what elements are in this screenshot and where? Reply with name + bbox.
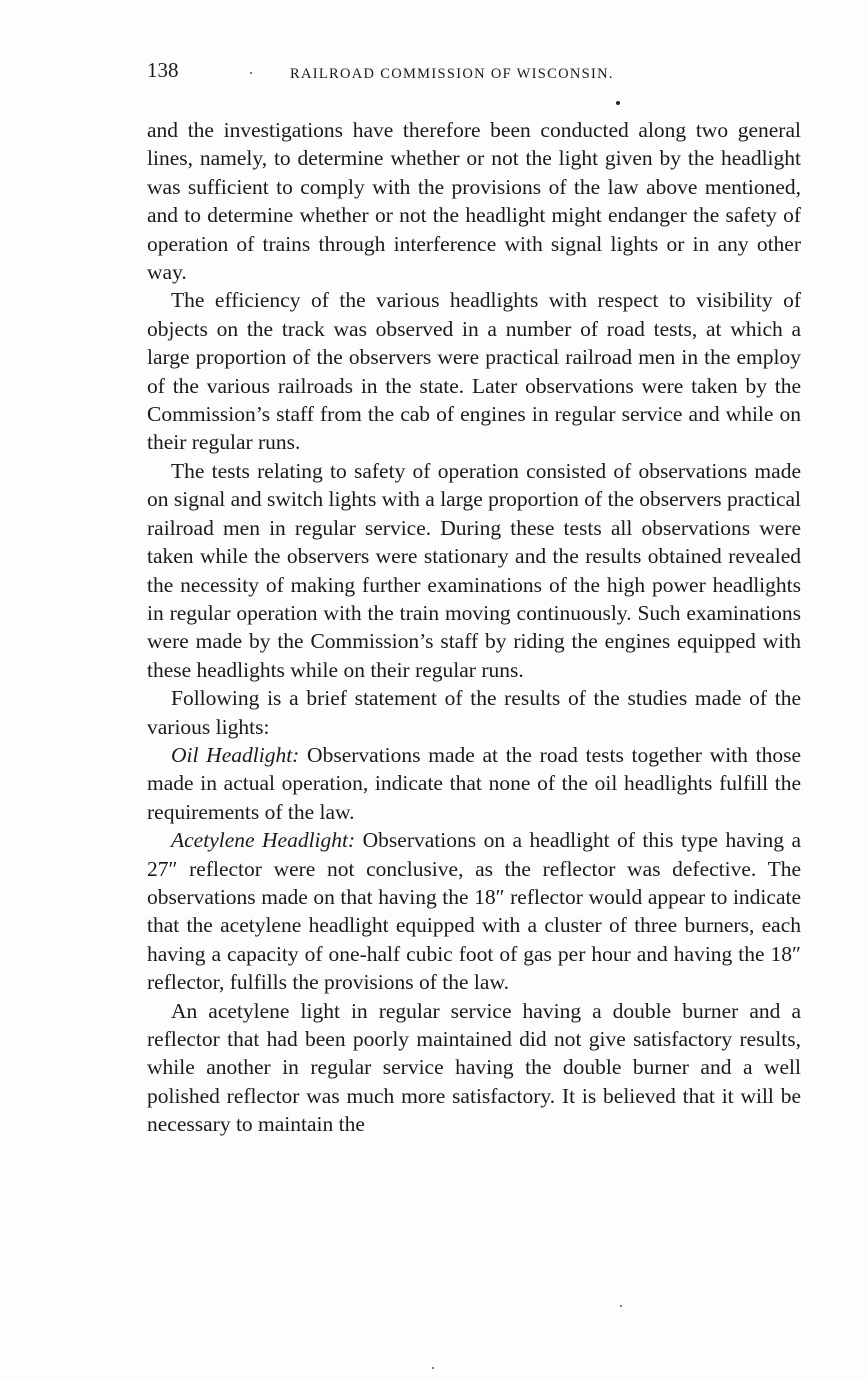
paragraph-efficiency <box>147 286 801 456</box>
section-heading-acetylene: Acetylene Headlight: <box>171 828 356 853</box>
paragraph-acetylene-headlight <box>147 826 801 996</box>
paragraph-text: Following is a brief statement of the results of the studies made of the various lights: <box>147 686 801 739</box>
paragraph-text: Observations made at the road tests together with those made in actual operation, indicate that none of the oil headlights fulfill the requirements of the law. <box>147 742 801 824</box>
page-header <box>147 58 801 88</box>
paragraph-safety-tests <box>147 457 801 684</box>
paper-speck <box>620 1305 622 1307</box>
paragraph-text: Observations on a headlight of this type having a 27″ reflector were not conclusive, as the reflector was defective. The observations made on that having the 18″ reflector would appear to indicate that the acetylene headlight equipped with a cluster of three burners, each having a capacity of one-half cubic foot of gas per hour and having the 18″ reflector, fulfills the provisions of the law. <box>147 828 801 995</box>
paragraph-acetylene-service <box>147 997 801 1139</box>
paragraph-text: An acetylene light in regular service having a double burner and a reflector that had been poorly maintained did not give satisfactory results, while another in regular service having the double burner and a well polished reflector was much more satisfactory. It is believed that it will be necessary to maintain the <box>147 998 801 1137</box>
page-number: 138 <box>147 58 179 82</box>
section-heading-oil: Oil Headlight: <box>171 742 300 767</box>
paper-speck <box>616 101 620 105</box>
running-head: RAILROAD COMMISSION OF WISCONSIN. <box>290 66 614 82</box>
paragraph-text: The tests relating to safety of operation consisted of observations made on signal and switch lights with a large proportion of the observers practical railroad men in regular service. During these tests all observations were taken while the observers were stationary and the results obtained revealed the necessity of making further examinations of the high power headlights in regular operation with the train moving continuously. Such examinations were made by the Commission’s staff by riding the engines equipped with these headlights while on their regular runs. <box>147 458 801 682</box>
body-text <box>147 116 801 1139</box>
paragraph-oil-headlight <box>147 741 801 826</box>
paper-speck <box>432 1367 434 1369</box>
paragraph-text: and the investigations have therefore been conducted along two general lines, namely, to determine whether or not the light given by the headlight was sufficient to comply with the provisions of the law above mentioned, and to determine whether or not the headlight might endanger the safety of operation of trains through interference with signal lights or in any other way. <box>147 118 801 285</box>
paragraph-following <box>147 684 801 741</box>
paragraph-intro <box>147 116 801 286</box>
paper-speck <box>250 72 252 74</box>
paragraph-text: The efficiency of the various headlights with respect to visibility of objects on the track was observed in a number of road tests, at which a large proportion of the observers were practical railroad men in the employ of the various railroads in the state. Later observations were taken by the Commission’s staff from the cab of engines in regular service and while on their regular runs. <box>147 288 801 455</box>
